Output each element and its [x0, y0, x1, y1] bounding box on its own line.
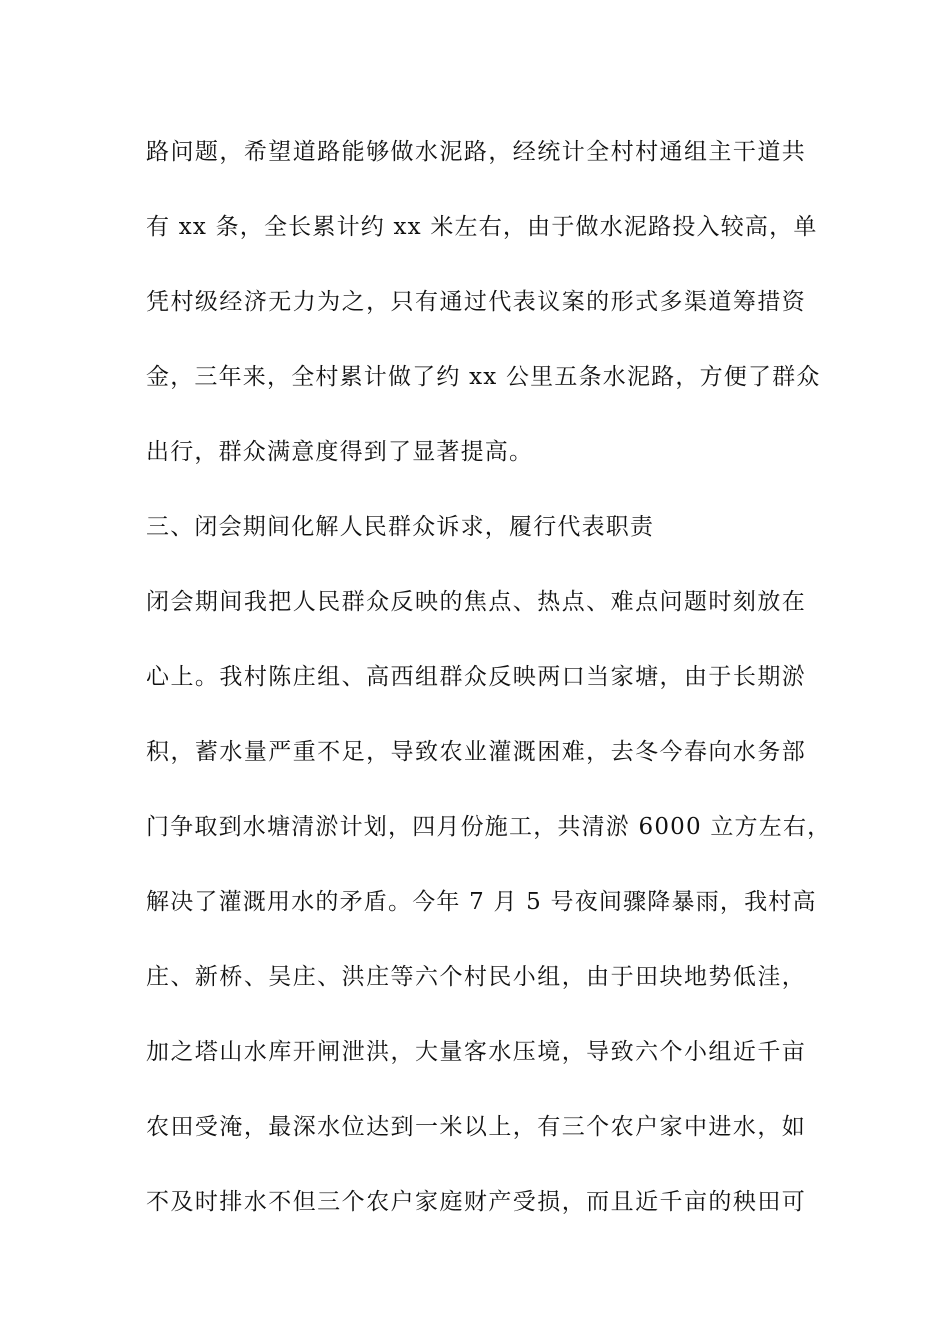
- paragraph-line: 有 xx 条，全长累计约 xx 米左右，由于做水泥路投入较高，单: [146, 214, 818, 240]
- paragraph-line: 路问题，希望道路能够做水泥路，经统计全村村通组主干道共: [146, 139, 806, 165]
- paragraph-line: 加之塔山水库开闸泄洪，大量客水压境，导致六个小组近千亩: [146, 1039, 806, 1065]
- paragraph-line: 解决了灌溉用水的矛盾。今年 7 月 5 号夜间骤降暴雨，我村高: [146, 889, 817, 915]
- paragraph-line: 庄、新桥、吴庄、洪庄等六个村民小组，由于田块地势低洼，: [146, 964, 806, 990]
- paragraph-line: 凭村级经济无力为之，只有通过代表议案的形式多渠道筹措资: [146, 289, 806, 315]
- paragraph-line: 积，蓄水量严重不足，导致农业灌溉困难，去冬今春向水务部: [146, 739, 806, 765]
- paragraph-line: 不及时排水不但三个农户家庭财产受损，而且近千亩的秧田可: [146, 1189, 806, 1215]
- paragraph-line: 金，三年来，全村累计做了约 xx 公里五条水泥路，方便了群众: [146, 364, 821, 390]
- paragraph-line: 农田受淹，最深水位达到一米以上，有三个农户家中进水，如: [146, 1114, 806, 1140]
- section-heading: 三、闭会期间化解人民群众诉求，履行代表职责: [146, 514, 655, 540]
- paragraph-line: 闭会期间我把人民群众反映的焦点、热点、难点问题时刻放在: [146, 589, 806, 615]
- paragraph-line: 心上。我村陈庄组、高西组群众反映两口当家塘，由于长期淤: [146, 664, 806, 690]
- paragraph-line: 门争取到水塘清淤计划，四月份施工，共清淤 6000 立方左右，: [146, 814, 832, 840]
- paragraph-line: 出行，群众满意度得到了显著提高。: [146, 439, 534, 465]
